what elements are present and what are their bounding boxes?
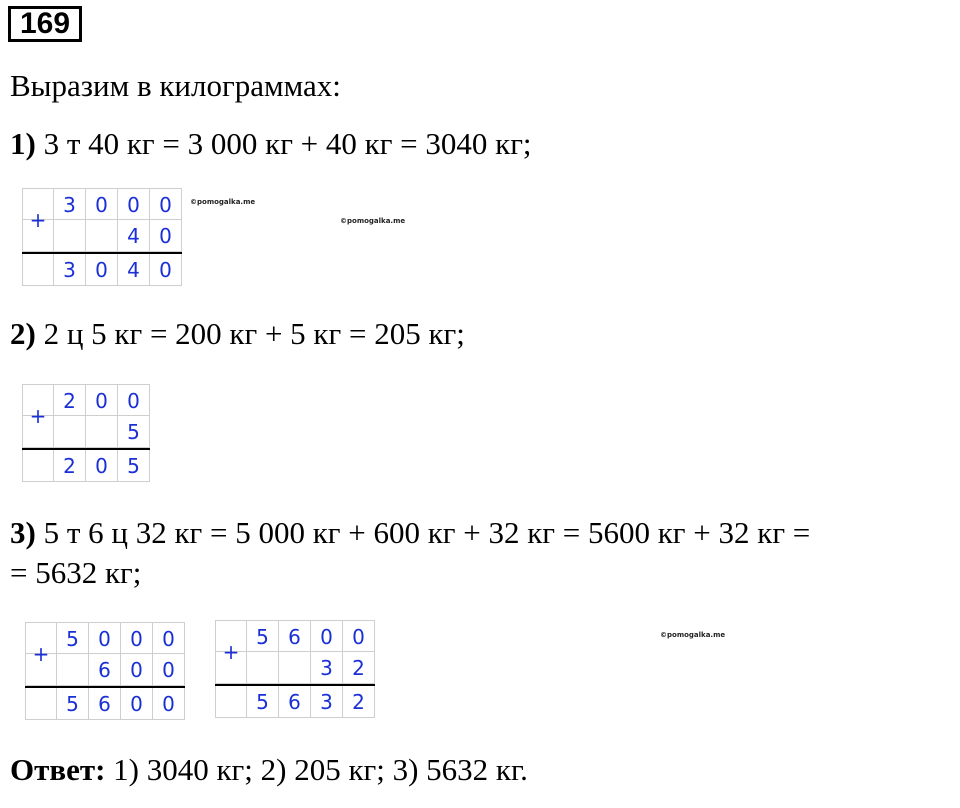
calc-digit-cell: 3 xyxy=(54,254,86,286)
answer-label: Ответ: xyxy=(10,752,106,787)
calc-digit-cell: 0 xyxy=(86,384,118,416)
calc-sum-row xyxy=(22,252,182,286)
calc-digit-cell xyxy=(279,652,311,684)
calc-digit-cell: 5 xyxy=(247,686,279,718)
calc-digit-cell: 3 xyxy=(311,652,343,684)
task-number-box xyxy=(8,6,82,42)
calc-digit-cell: 0 xyxy=(118,188,150,220)
calc-digit-cell: 0 xyxy=(153,622,185,654)
calc-digit-cell: 2 xyxy=(54,450,86,482)
calc-digit-cell: 0 xyxy=(121,622,153,654)
calc-digit-cell: 5 xyxy=(247,620,279,652)
calc-digit-cell: 0 xyxy=(153,654,185,686)
watermark-1: ©pomogalka.me xyxy=(190,198,256,206)
calc-digit-cell: 0 xyxy=(121,654,153,686)
item-3-line-cont: = 5632 кг; xyxy=(10,555,142,590)
calc-digit-cell: 3 xyxy=(311,686,343,718)
item-1-text: 3 т 40 кг = 3 000 кг + 40 кг = 3040 кг; xyxy=(43,126,532,161)
calc-sum-row xyxy=(215,684,375,718)
watermark-2: ©pomogalka.me xyxy=(340,217,406,225)
calc-digit-cell: 0 xyxy=(311,620,343,652)
calc-1 xyxy=(22,188,182,286)
calc-digit-cell xyxy=(86,220,118,252)
calc-digit-cell: 6 xyxy=(89,654,121,686)
calc-digit-cell: 0 xyxy=(153,688,185,720)
calc-digit-cell: 0 xyxy=(150,188,182,220)
plus-sign: + xyxy=(222,640,240,664)
calc-digit-cell: 0 xyxy=(118,384,150,416)
calc-digit-cell xyxy=(54,220,86,252)
item-1-label: 1) xyxy=(10,126,36,161)
calc-digit-cell: 2 xyxy=(343,686,375,718)
calc-sign-cell xyxy=(215,686,247,718)
item-2-text: 2 ц 5 кг = 200 кг + 5 кг = 205 кг; xyxy=(43,316,465,351)
calc-digit-cell: 5 xyxy=(118,450,150,482)
calc-digit-cell: 6 xyxy=(279,686,311,718)
calc-digit-cell: 4 xyxy=(118,254,150,286)
calc-digit-cell: 0 xyxy=(343,620,375,652)
calc-digit-cell: 0 xyxy=(150,254,182,286)
item-3-line xyxy=(10,515,810,551)
calc-digit-cell: 0 xyxy=(86,254,118,286)
calc-digit-cell: 0 xyxy=(86,188,118,220)
calc-digit-cell xyxy=(57,654,89,686)
calc-digit-cell: 2 xyxy=(54,384,86,416)
calc-digit-cell: 0 xyxy=(150,220,182,252)
item-3-label: 3) xyxy=(10,515,36,550)
calc-digit-cell: 5 xyxy=(57,622,89,654)
answer-line xyxy=(10,752,528,788)
task-number: 169 xyxy=(19,7,71,40)
calc-sum-row xyxy=(22,448,150,482)
calc-digit-cell: 0 xyxy=(89,622,121,654)
calc-digit-cell: 5 xyxy=(118,416,150,448)
plus-sign: + xyxy=(32,642,50,666)
plus-sign: + xyxy=(29,208,47,232)
calc-3a xyxy=(25,622,185,720)
calc-digit-cell xyxy=(247,652,279,684)
calc-2 xyxy=(22,384,150,482)
plus-sign: + xyxy=(29,404,47,428)
calc-digit-cell xyxy=(54,416,86,448)
calc-3b xyxy=(215,620,375,718)
calc-digit-cell: 4 xyxy=(118,220,150,252)
calc-digit-cell xyxy=(86,416,118,448)
answer-text: 1) 3040 кг; 2) 205 кг; 3) 5632 кг. xyxy=(113,752,528,787)
intro-text: Выразим в килограммах: xyxy=(10,68,341,103)
calc-digit-cell: 5 xyxy=(57,688,89,720)
item-2-label: 2) xyxy=(10,316,36,351)
calc-sign-cell xyxy=(25,688,57,720)
item-2-line xyxy=(10,316,465,352)
calc-digit-cell: 2 xyxy=(343,652,375,684)
calc-sign-cell xyxy=(22,450,54,482)
watermark-3: ©pomogalka.me xyxy=(660,631,726,639)
calc-digit-cell: 6 xyxy=(89,688,121,720)
calc-digit-cell: 6 xyxy=(279,620,311,652)
calc-digit-cell: 0 xyxy=(86,450,118,482)
item-1-line xyxy=(10,126,532,162)
calc-digit-cell: 0 xyxy=(121,688,153,720)
item-3-text: 5 т 6 ц 32 кг = 5 000 кг + 600 кг + 32 кг = 5600 кг + 32 кг = xyxy=(43,515,811,550)
calc-sum-row xyxy=(25,686,185,720)
calc-digit-cell: 3 xyxy=(54,188,86,220)
calc-sign-cell xyxy=(22,254,54,286)
